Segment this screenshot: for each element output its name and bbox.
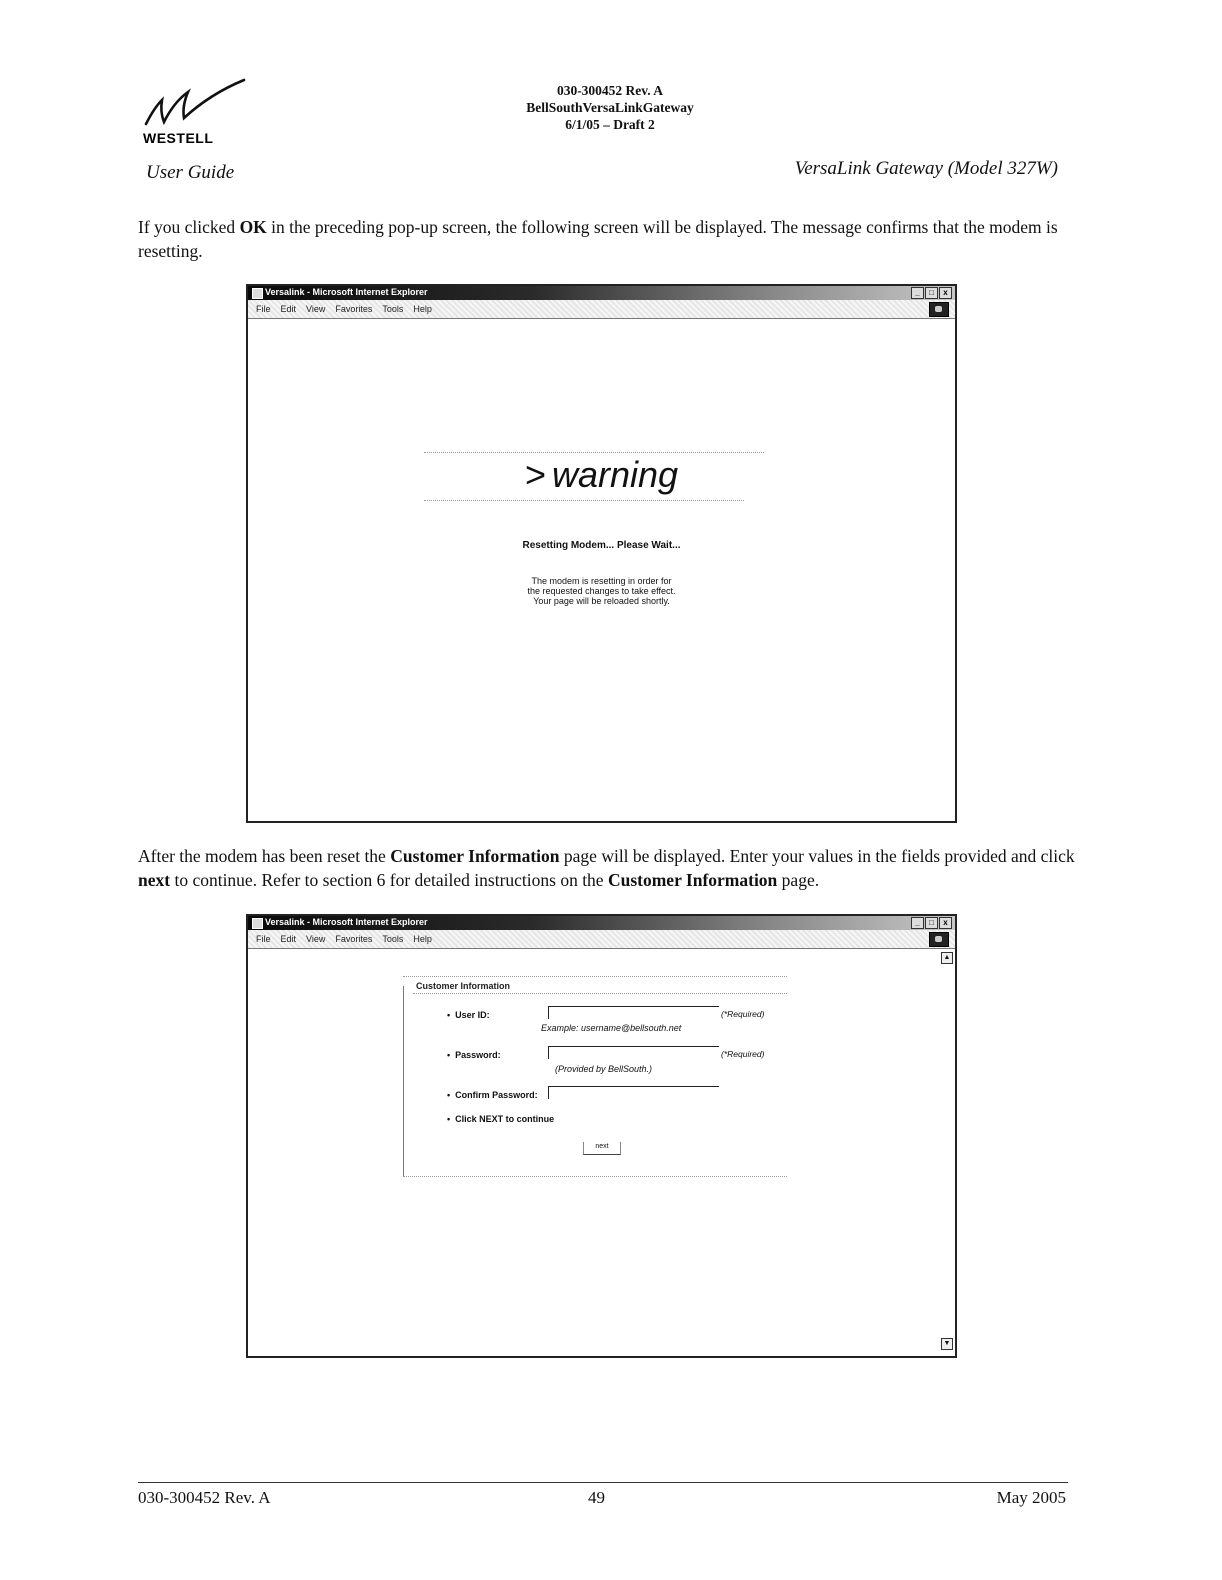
- window-controls: [911, 917, 952, 929]
- maximize-button[interactable]: □: [925, 287, 938, 299]
- para-text: After the modem has been reset the: [138, 846, 391, 866]
- title-bar: [248, 916, 955, 930]
- para-text: If you clicked: [138, 217, 240, 237]
- para-text: to continue. Refer to section 6 for detailed instructions on the: [170, 870, 608, 890]
- form-border: [403, 986, 404, 1176]
- menu-file[interactable]: File: [256, 934, 271, 944]
- maximize-button[interactable]: □: [925, 917, 938, 929]
- form-title: Customer Information: [416, 981, 511, 991]
- divider: [403, 1176, 787, 1177]
- para-bold: next: [138, 870, 171, 890]
- password-required: (*Required): [721, 1049, 765, 1059]
- resetting-message: Resetting Modem... Please Wait...: [522, 540, 681, 551]
- para-bold: Customer Information: [607, 870, 778, 890]
- customer-info-paragraph: [138, 844, 1078, 892]
- menu-favorites[interactable]: Favorites: [335, 934, 373, 944]
- confirm-password-label: • Confirm Password:: [447, 1090, 538, 1100]
- password-label: • Password:: [447, 1050, 501, 1060]
- para-text: page.: [777, 870, 820, 890]
- click-next-instruction: • Click NEXT to continue: [447, 1114, 554, 1124]
- para-bold: Customer Information: [390, 846, 560, 866]
- windows-flag-icon: [929, 932, 949, 947]
- window-title: Versalink - Microsoft Internet Explorer: [265, 287, 428, 297]
- intro-paragraph: [138, 215, 1078, 263]
- menu-help[interactable]: Help: [413, 934, 432, 944]
- scroll-up-arrow-icon[interactable]: ▲: [941, 952, 953, 964]
- windows-flag-icon: [929, 302, 949, 317]
- divider: [424, 452, 764, 453]
- user-id-input[interactable]: [548, 1006, 719, 1019]
- browser-window-warning: [246, 284, 957, 823]
- doc-project: BellSouthVersaLinkGateway: [526, 100, 694, 115]
- warning-heading: [248, 454, 955, 496]
- divider: [413, 993, 787, 994]
- para-bold: OK: [239, 217, 267, 237]
- user-id-hint: Example: username@bellsouth.net: [541, 1023, 682, 1033]
- user-id-required: (*Required): [721, 1009, 765, 1019]
- footer-rule: [138, 1482, 1068, 1483]
- confirm-password-input[interactable]: [548, 1086, 719, 1099]
- para-text: in the preceding pop-up screen, the following screen will be displayed. The message confirms that the modem is resetting.: [138, 217, 1058, 261]
- customer-information-form: [403, 976, 787, 1181]
- browser-window-customer-info: [246, 914, 957, 1358]
- footer-date: May 2005: [996, 1488, 1066, 1507]
- menu-favorites[interactable]: Favorites: [335, 304, 373, 314]
- doc-date: 6/1/05 – Draft 2: [565, 117, 655, 132]
- doc-number: 030-300452 Rev. A: [556, 83, 664, 98]
- scroll-down-arrow-icon[interactable]: ▼: [941, 1338, 953, 1350]
- warning-title: warning: [551, 454, 679, 495]
- detail-line: the requested changes to take effect.: [527, 586, 676, 596]
- title-bar: [248, 286, 955, 300]
- next-button[interactable]: next: [583, 1142, 621, 1155]
- user-id-label: • User ID:: [447, 1010, 490, 1020]
- ie-icon: [252, 918, 263, 929]
- close-button[interactable]: x: [939, 287, 952, 299]
- chevron-right-icon: >: [524, 454, 546, 495]
- logo-text: WESTELL: [143, 130, 214, 146]
- close-button[interactable]: x: [939, 917, 952, 929]
- westell-logo-mark-icon: [140, 78, 250, 133]
- menu-bar: [248, 930, 955, 949]
- minimize-button[interactable]: _: [911, 287, 924, 299]
- menu-view[interactable]: View: [306, 304, 326, 314]
- menu-bar: [248, 300, 955, 319]
- para-text: page will be displayed. Enter your values in the fields provided and click: [559, 846, 1075, 866]
- divider: [403, 976, 787, 977]
- password-input[interactable]: [548, 1046, 719, 1059]
- menu-tools[interactable]: Tools: [382, 934, 404, 944]
- menu-help[interactable]: Help: [413, 304, 432, 314]
- document-meta: [420, 82, 800, 133]
- header-left-title: User Guide: [146, 162, 235, 183]
- menu-edit[interactable]: Edit: [280, 934, 297, 944]
- menu-file[interactable]: File: [256, 304, 271, 314]
- header-right-title: VersaLink Gateway (Model 327W): [794, 158, 1058, 179]
- detail-line: Your page will be reloaded shortly.: [533, 596, 670, 606]
- detail-line: The modem is resetting in order for: [531, 576, 672, 586]
- minimize-button[interactable]: _: [911, 917, 924, 929]
- westell-logo: [140, 78, 250, 148]
- divider: [424, 500, 744, 501]
- menu-view[interactable]: View: [306, 934, 326, 944]
- window-controls: [911, 287, 952, 299]
- password-hint: (Provided by BellSouth.): [555, 1064, 653, 1074]
- menu-edit[interactable]: Edit: [280, 304, 297, 314]
- menu-tools[interactable]: Tools: [382, 304, 404, 314]
- footer-doc-number: 030-300452 Rev. A: [138, 1488, 271, 1507]
- page-number: 49: [588, 1488, 605, 1507]
- resetting-details: [248, 576, 955, 606]
- ie-icon: [252, 288, 263, 299]
- window-title: Versalink - Microsoft Internet Explorer: [265, 917, 428, 927]
